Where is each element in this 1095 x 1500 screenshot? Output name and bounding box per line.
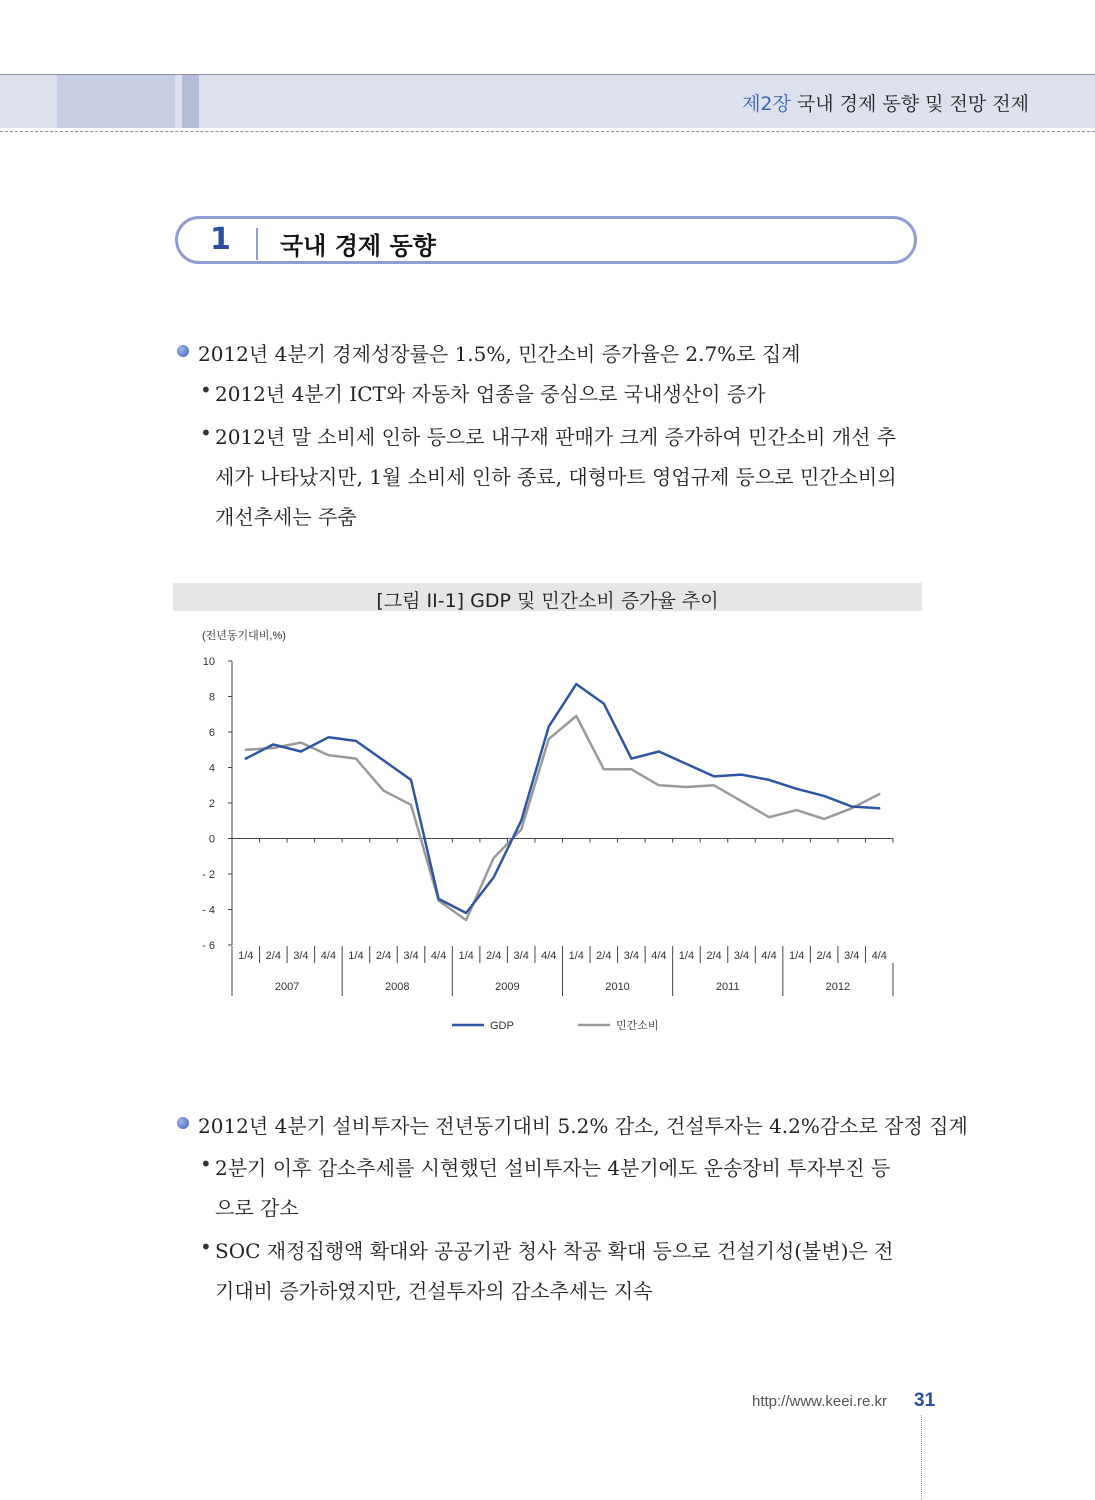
y-tick-label: 0 <box>208 833 215 846</box>
x-quarter-label: 3/4 <box>844 950 860 962</box>
x-year-label: 2008 <box>385 981 410 993</box>
x-quarter-label: 1/4 <box>788 950 805 962</box>
x-quarter-label: 3/4 <box>293 950 309 962</box>
x-quarter-label: 3/4 <box>733 950 750 962</box>
footer-dotted-line <box>921 1415 922 1500</box>
x-axis <box>232 839 893 997</box>
x-quarter-label: 2/4 <box>485 950 502 962</box>
header-decor-block <box>57 75 175 128</box>
chapter-number: 제2장 <box>742 93 791 115</box>
chapter-heading <box>742 89 1029 116</box>
bullet-sub-2-2-line1: SOC 재정집행액 확대와 공공기관 청사 착공 확대 등으로 건설기성(불변)은 전 <box>215 1239 894 1263</box>
x-quarter-label: 4/4 <box>541 950 557 962</box>
legend-label: 민간소비 <box>616 1020 659 1032</box>
x-quarter-label: 4/4 <box>320 950 337 962</box>
x-quarter-label: 2/4 <box>596 950 612 962</box>
x-quarter-label: 1/4 <box>348 950 364 962</box>
y-tick-label: 8 <box>208 691 215 704</box>
x-year-label: 2011 <box>715 981 740 993</box>
legend-label: GDP <box>490 1020 514 1032</box>
x-quarter-label: 1/4 <box>458 950 474 962</box>
chart-series <box>246 684 879 920</box>
bullet-sub-1-2-line2: 세가 나타났지만, 1월 소비세 인하 종료, 대형마트 영업규제 등으로 민간소비의 <box>215 465 897 489</box>
x-quarter-label: 4/4 <box>651 950 667 962</box>
bullet-dot-icon <box>177 345 189 357</box>
x-quarter-label: 4/4 <box>761 950 777 962</box>
header-dashed-divider <box>0 131 1095 132</box>
y-tick-label: 10 <box>202 656 215 668</box>
x-year-label: 2012 <box>825 981 851 993</box>
x-quarter-label: 2/4 <box>706 950 722 962</box>
footer-url[interactable]: http://www.keei.re.kr <box>752 1393 888 1410</box>
y-tick-label: 6 <box>208 727 215 739</box>
chapter-title: 국내 경제 동향 및 전망 전제 <box>796 93 1029 115</box>
x-quarter-label: 2/4 <box>375 950 392 962</box>
sub-bullet-icon: • <box>200 1235 212 1259</box>
bullet-sub-1-2-line1: 2012년 말 소비세 인하 등으로 내구재 판매가 크게 증가하여 민간소비 개선 추 <box>215 425 897 449</box>
x-quarter-label: 1/4 <box>568 950 584 962</box>
x-quarter-label: 1/4 <box>238 950 254 962</box>
y-tick-label: 2 <box>208 798 215 810</box>
bullet-sub-2-1-line2: 으로 감소 <box>215 1196 299 1220</box>
x-quarter-label: 3/4 <box>403 950 419 962</box>
section-number: 1 <box>210 222 231 257</box>
gdp-consumption-line-chart <box>190 620 910 1040</box>
y-axis <box>202 656 232 952</box>
y-tick-label: 4 <box>208 762 215 775</box>
bullet-dot-icon <box>177 1117 189 1129</box>
x-quarter-label: 3/4 <box>623 950 640 962</box>
x-quarter-label: 4/4 <box>871 950 887 962</box>
figure-caption: [그림 II-1] GDP 및 민간소비 증가율 추이 <box>376 590 719 612</box>
bullet-sub-1-2-line3: 개선추세는 주춤 <box>215 505 357 529</box>
bullet-sub-2-2-line2: 기대비 증가하였지만, 건설투자의 감소추세는 지속 <box>215 1279 653 1303</box>
x-year-label: 2007 <box>274 981 300 993</box>
chart-legend <box>452 1018 659 1032</box>
sub-bullet-icon: • <box>200 378 212 402</box>
y-tick-label: - 2 <box>202 869 215 881</box>
page-number: 31 <box>914 1390 936 1411</box>
x-quarter-label: 3/4 <box>513 950 529 962</box>
bullet-main-1: 2012년 4분기 경제성장률은 1.5%, 민간소비 증가율은 2.7%로 집계 <box>198 342 801 366</box>
series-line-민간소비 <box>246 716 879 920</box>
sub-bullet-icon: • <box>200 1152 212 1176</box>
x-year-label: 2010 <box>605 981 630 993</box>
x-quarter-label: 4/4 <box>430 950 447 962</box>
x-quarter-label: 2/4 <box>265 950 281 962</box>
x-quarter-label: 1/4 <box>678 950 695 962</box>
header-decor-stripe <box>182 75 199 128</box>
bullet-sub-2-1-line1: 2분기 이후 감소추세를 시현했던 설비투자는 4분기에도 운송장비 투자부진 등 <box>215 1156 891 1180</box>
series-line-GDP <box>246 684 879 913</box>
x-quarter-label: 2/4 <box>816 950 832 962</box>
y-tick-label: - 4 <box>202 904 215 917</box>
section-title: 국내 경제 동향 <box>280 232 436 260</box>
x-year-label: 2009 <box>495 981 520 993</box>
y-axis-label: (전년동기대비,%) <box>202 630 286 642</box>
bullet-sub-1-1: 2012년 4분기 ICT와 자동차 업종을 중심으로 국내생산이 증가 <box>215 382 766 406</box>
sub-bullet-icon: • <box>200 421 212 445</box>
section-divider <box>256 228 258 260</box>
y-tick-label: - 6 <box>202 940 215 952</box>
bullet-main-2: 2012년 4분기 설비투자는 전년동기대비 5.2% 감소, 건설투자는 4.2%감소로 잠정 집계 <box>198 1114 968 1138</box>
